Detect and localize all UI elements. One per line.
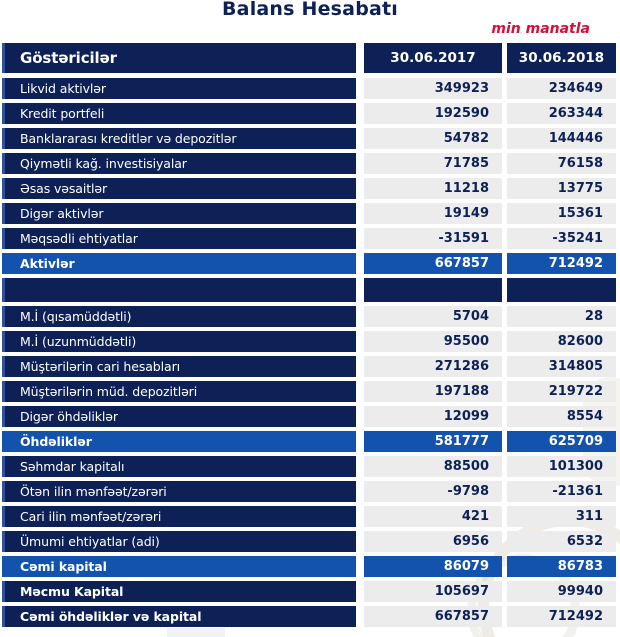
table-row — [2, 228, 616, 249]
value-2017: 88500 — [364, 456, 502, 477]
row-label: Müştərilərin müd. depozitləri — [2, 381, 356, 402]
table-row — [2, 381, 616, 402]
value-2018: 82600 — [507, 331, 616, 352]
header-indicators: Göstəricilər — [2, 43, 356, 73]
value-2017: 105697 — [364, 581, 502, 602]
row-label: Əsas vəsaitlər — [2, 178, 356, 199]
value-2018 — [507, 278, 616, 302]
value-2017: 667857 — [364, 606, 502, 627]
value-2017: 5704 — [364, 306, 502, 327]
row-label: Ötən ilin mənfəət/zərəri — [2, 481, 356, 502]
table-row — [2, 481, 616, 502]
table-row — [2, 153, 616, 174]
table-row — [2, 506, 616, 527]
row-label: Cəmi öhdəliklər və kapital — [2, 606, 356, 627]
value-2018: 314805 — [507, 356, 616, 377]
value-2018: 15361 — [507, 203, 616, 224]
value-2018: 712492 — [507, 253, 616, 274]
value-2017: 12099 — [364, 406, 502, 427]
table-row — [2, 103, 616, 124]
table-row — [2, 531, 616, 552]
row-label: Digər öhdəliklər — [2, 406, 356, 427]
table-row — [2, 178, 616, 199]
value-2017: 581777 — [364, 431, 502, 452]
watermark-bar — [167, 628, 225, 637]
table-row — [2, 406, 616, 427]
value-2017: 667857 — [364, 253, 502, 274]
value-2018: 86783 — [507, 556, 616, 577]
value-2017: 421 — [364, 506, 502, 527]
value-2017: 86079 — [364, 556, 502, 577]
row-label: Ümumi ehtiyatlar (adi) — [2, 531, 356, 552]
table-header-row — [2, 43, 616, 73]
row-label: Məqsədli ehtiyatlar — [2, 228, 356, 249]
table-row — [2, 331, 616, 352]
table-row — [2, 78, 616, 99]
table-row — [2, 356, 616, 377]
value-2018: 234649 — [507, 78, 616, 99]
table-row — [2, 456, 616, 477]
row-label: M.İ (uzunmüddətli) — [2, 331, 356, 352]
value-2017 — [364, 278, 502, 302]
value-2018: 8554 — [507, 406, 616, 427]
row-label: M.İ (qısamüddətli) — [2, 306, 356, 327]
page-title: Balans Hesabatı — [221, 0, 399, 20]
row-label: Səhmdar kapitalı — [2, 456, 356, 477]
table-row — [2, 606, 616, 627]
row-label: Məcmu Kapital — [2, 581, 356, 602]
row-label: Digər aktivlər — [2, 203, 356, 224]
row-label — [2, 278, 356, 302]
value-2018: 263344 — [507, 103, 616, 124]
value-2018: 712492 — [507, 606, 616, 627]
table-body — [2, 78, 616, 627]
row-label: Kredit portfeli — [2, 103, 356, 124]
row-label: Qiymətli kağ. investisiyalar — [2, 153, 356, 174]
table-row — [2, 128, 616, 149]
value-2017: 11218 — [364, 178, 502, 199]
row-label: Aktivlər — [2, 253, 356, 274]
value-2018: 28 — [507, 306, 616, 327]
row-label: Banklararası kreditlər və depozitlər — [2, 128, 356, 149]
table-row — [2, 253, 616, 274]
table-row — [2, 306, 616, 327]
value-2017: 349923 — [364, 78, 502, 99]
value-2018: 625709 — [507, 431, 616, 452]
value-2018: 99940 — [507, 581, 616, 602]
value-2018: 101300 — [507, 456, 616, 477]
value-2017: -31591 — [364, 228, 502, 249]
value-2017: 54782 — [364, 128, 502, 149]
value-2018: 6532 — [507, 531, 616, 552]
value-2017: 71785 — [364, 153, 502, 174]
value-2018: 76158 — [507, 153, 616, 174]
value-2018: -35241 — [507, 228, 616, 249]
value-2017: 19149 — [364, 203, 502, 224]
table-row — [2, 556, 616, 577]
value-2017: -9798 — [364, 481, 502, 502]
value-2018: 311 — [507, 506, 616, 527]
balance-table — [2, 43, 616, 627]
value-2017: 95500 — [364, 331, 502, 352]
row-label: Cari ilin mənfəət/zərəri — [2, 506, 356, 527]
row-label: Müştərilərin cari hesabları — [2, 356, 356, 377]
value-2017: 197188 — [364, 381, 502, 402]
value-2018: -21361 — [507, 481, 616, 502]
value-2018: 144446 — [507, 128, 616, 149]
table-row — [2, 581, 616, 602]
row-label: Cəmi kapital — [2, 556, 356, 577]
row-label: Öhdəliklər — [2, 431, 356, 452]
header-date-2017: 30.06.2017 — [364, 43, 502, 73]
unit-note: min manatla — [491, 21, 590, 37]
value-2018: 13775 — [507, 178, 616, 199]
table-row — [2, 431, 616, 452]
header-date-2018: 30.06.2018 — [507, 43, 616, 73]
table-row — [2, 203, 616, 224]
value-2018: 219722 — [507, 381, 616, 402]
row-label: Likvid aktivlər — [2, 78, 356, 99]
table-row — [2, 278, 616, 302]
value-2017: 271286 — [364, 356, 502, 377]
value-2017: 6956 — [364, 531, 502, 552]
value-2017: 192590 — [364, 103, 502, 124]
